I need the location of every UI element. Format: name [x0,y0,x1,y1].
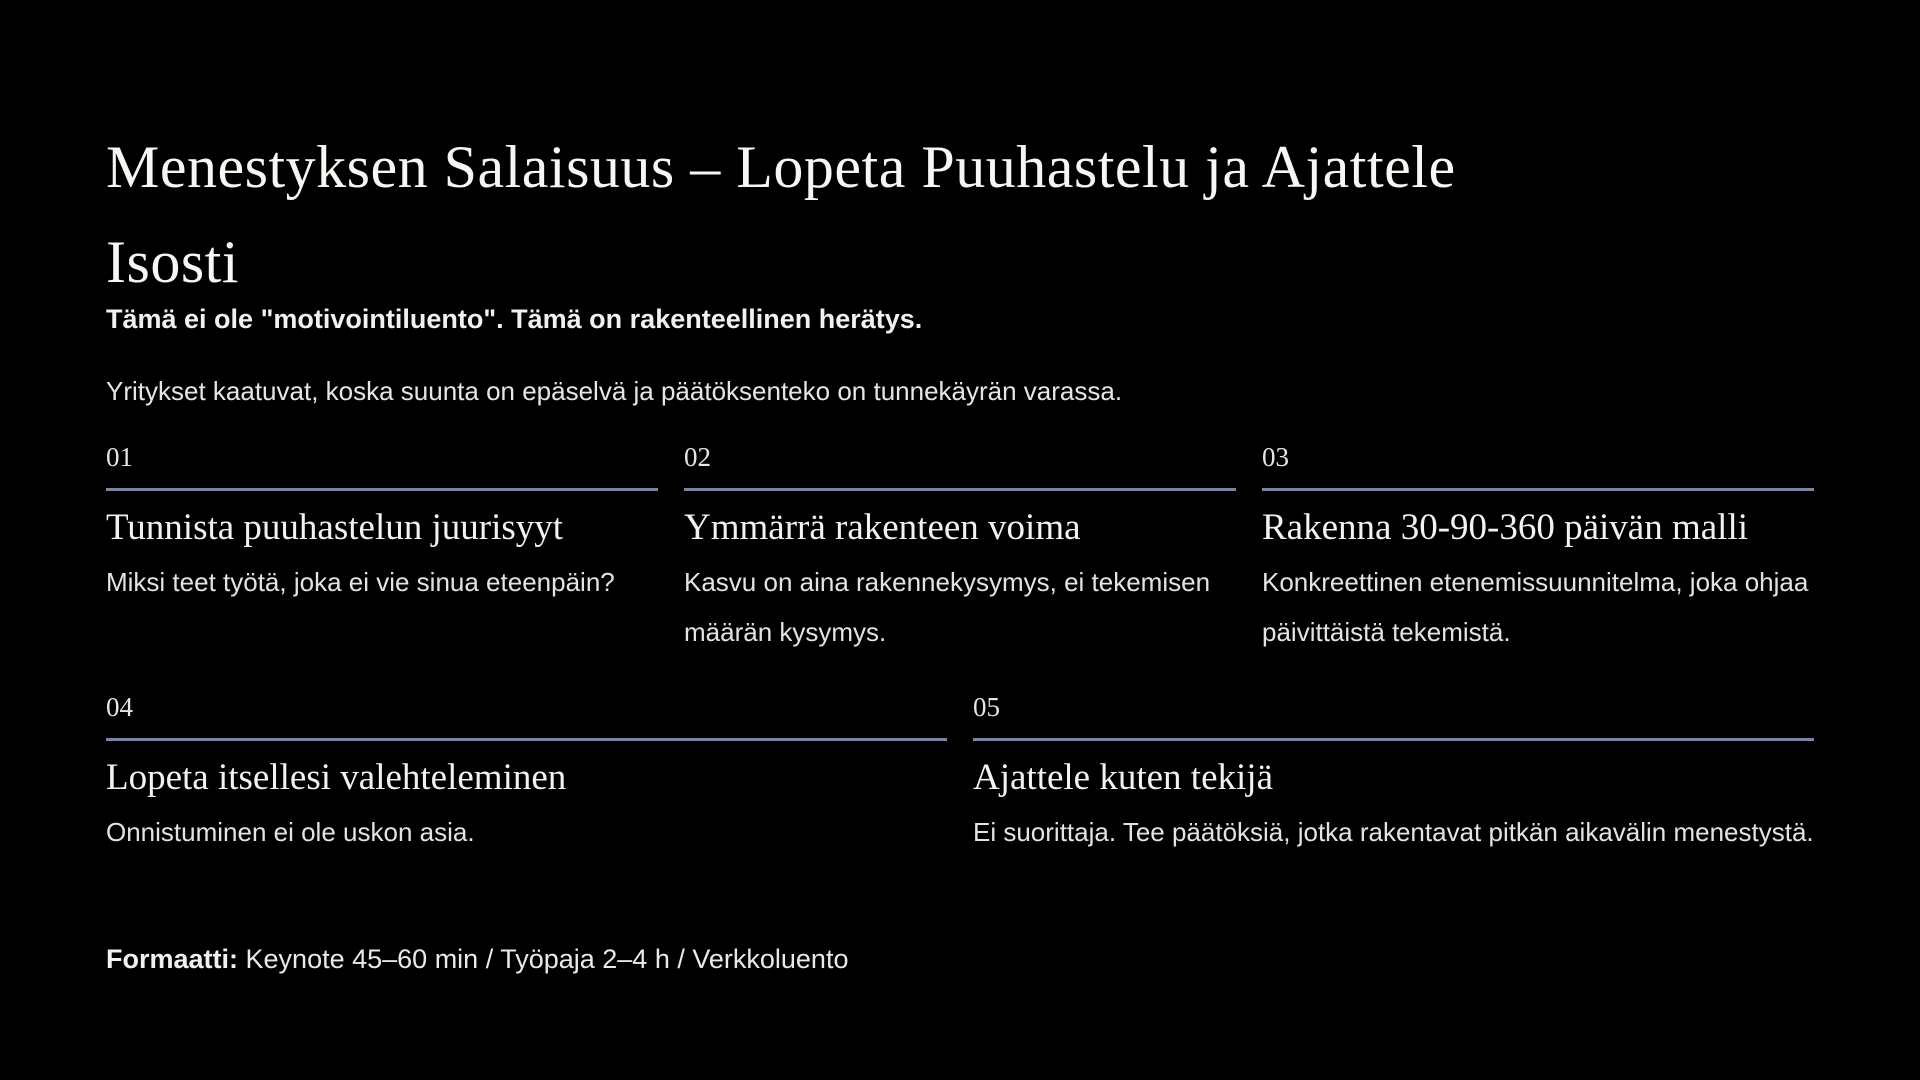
points-row-bottom [106,688,1814,857]
point-heading: Lopeta itsellesi valehteleminen [106,757,567,798]
point-number: 01 [106,442,133,472]
intro-text: Yritykset kaatuvat, koska suunta on epäselvä ja päätöksenteko on tunnekäyrän varassa. [106,376,1123,406]
point-divider [106,488,658,491]
point-body: Kasvu on aina rakennekysymys, ei tekemisen määrän kysymys. [684,567,1211,647]
point-heading: Rakenna 30-90-360 päivän malli [1262,507,1749,548]
footer-format-value: Keynote 45–60 min / Työpaja 2–4 h / Verkkoluento [245,944,849,974]
point-number: 02 [684,442,711,472]
point-body: Miksi teet työtä, joka ei vie sinua eteenpäin? [106,567,615,597]
slide-title [106,120,1816,310]
points-row-top [106,438,1814,657]
point-card-01 [106,438,658,657]
point-number: 03 [1262,442,1289,472]
slide-title-line-2: Isosti [106,229,240,296]
point-heading: Tunnista puuhastelun juurisyyt [106,507,564,548]
point-number: 05 [973,692,1000,722]
point-body: Onnistuminen ei ole uskon asia. [106,817,475,847]
point-divider [684,488,1236,491]
point-number: 04 [106,692,133,722]
point-heading: Ymmärrä rakenteen voima [684,507,1081,548]
point-body: Ei suorittaja. Tee päätöksiä, jotka rakentavat pitkän aikavälin menestystä. [973,817,1814,847]
slide-title-line-1: Menestyksen Salaisuus – Lopeta Puuhastelu ja Ajattele [106,134,1456,201]
footer-format [106,940,1816,978]
point-card-03 [1262,438,1814,657]
footer-format-label: Formaatti: [106,944,239,974]
point-card-02 [684,438,1236,657]
point-divider [973,738,1814,741]
point-divider [106,738,947,741]
point-body: Konkreettinen etenemissuunnitelma, joka ohjaa päivittäistä tekemistä. [1262,567,1809,647]
point-heading: Ajattele kuten tekijä [973,757,1273,798]
point-card-04 [106,688,947,857]
point-card-05 [973,688,1814,857]
slide-subtitle: Tämä ei ole "motivointiluento". Tämä on rakenteellinen herätys. [106,304,923,334]
point-divider [1262,488,1814,491]
